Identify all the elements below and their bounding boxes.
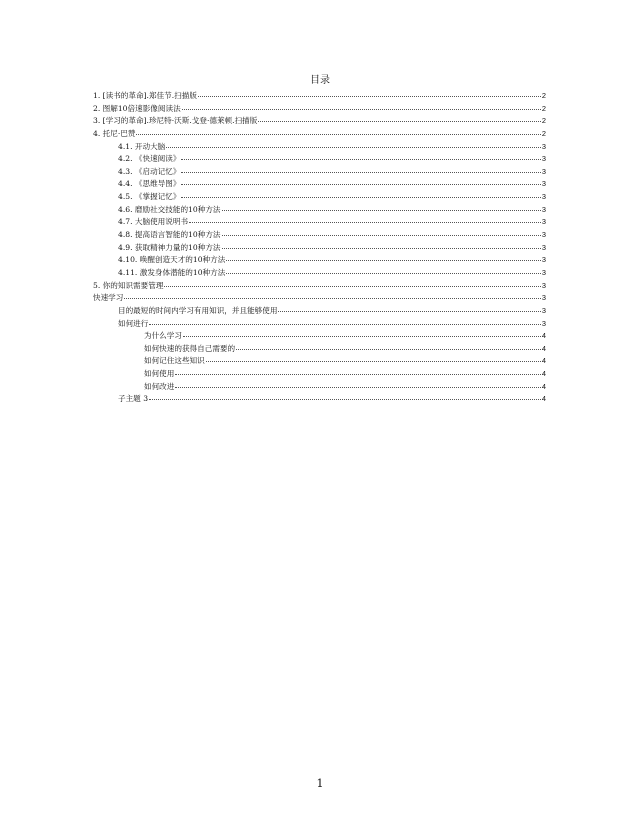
toc-entry-text: 4.1. 开动大脑	[118, 141, 166, 151]
toc-entry[interactable]	[93, 204, 546, 217]
toc-page-number: 3	[541, 230, 546, 240]
page-number: 1	[316, 777, 324, 790]
toc-page-number: 2	[541, 128, 546, 138]
toc-entry-text: 4.2. 《快速阅读》	[118, 154, 181, 164]
dot-leader	[164, 286, 540, 287]
dot-leader	[189, 222, 541, 223]
dot-leader	[166, 147, 541, 148]
toc-entry[interactable]	[93, 292, 546, 305]
toc-entry[interactable]	[93, 368, 546, 381]
toc-entry-text: 4.7. 大脑使用说明书	[118, 217, 189, 227]
toc-entry-text: 4.11. 激发身体潜能的10种方法	[118, 267, 226, 277]
toc-entry[interactable]	[93, 267, 546, 280]
toc-entry-text: 4.10. 唤醒创造天才的10种方法	[118, 255, 226, 265]
toc-entry-text: 4.6. 磨励社交技能的10种方法	[118, 204, 221, 214]
toc-page-number: 3	[541, 267, 546, 277]
toc-entry[interactable]	[93, 115, 546, 128]
toc-page-number: 2	[541, 116, 546, 126]
toc-entry[interactable]	[93, 178, 546, 191]
dot-leader	[175, 387, 541, 388]
dot-leader	[206, 361, 541, 362]
toc-page-number: 3	[541, 293, 546, 303]
toc-entry-text: 4.9. 获取精神力量的10种方法	[118, 242, 221, 252]
toc-entry[interactable]	[93, 355, 546, 368]
toc-entry-text: 快速学习	[93, 293, 124, 303]
toc-page-number: 3	[541, 280, 546, 290]
dot-leader	[175, 374, 541, 375]
toc-entry-text: 1. [读书的革命].郑佳节.扫描版	[93, 91, 197, 100]
toc-entry[interactable]	[93, 103, 546, 116]
dot-leader	[149, 324, 541, 325]
toc-entry-text: 子主题 3	[118, 394, 149, 404]
toc-entry-text: 如何使用	[144, 369, 175, 379]
toc-entry-text: 如何改进	[144, 381, 175, 391]
toc-entry[interactable]	[93, 153, 546, 166]
toc-entry[interactable]	[93, 90, 546, 103]
toc-entry[interactable]	[93, 229, 546, 242]
toc-page-number: 3	[541, 217, 546, 227]
toc-page-number: 4	[541, 343, 546, 353]
toc-entry-text: 5. 你的知识需要管理	[93, 280, 164, 290]
toc-entry-text: 目的最短的时间内学习有用知识，并且能够使用	[118, 305, 278, 315]
toc-page-number: 3	[541, 154, 546, 164]
toc-page-number: 3	[541, 141, 546, 151]
toc-page-number: 3	[541, 204, 546, 214]
toc-entry[interactable]	[93, 381, 546, 394]
toc-entry[interactable]	[93, 330, 546, 343]
toc-page-number: 3	[541, 305, 546, 315]
toc-page-number: 3	[541, 166, 546, 176]
dot-leader	[236, 349, 541, 350]
toc-entry-text: 如何记住这些知识	[144, 356, 205, 366]
toc-page-number: 4	[541, 369, 546, 379]
toc-page-number: 4	[541, 356, 546, 366]
dot-leader	[181, 172, 540, 173]
toc-page-number: 3	[541, 255, 546, 265]
dot-leader	[222, 235, 541, 236]
toc-page-number: 2	[541, 103, 546, 113]
dot-leader	[278, 311, 540, 312]
toc-entry-text: 如何快速的获得自己需要的	[144, 343, 236, 353]
toc-entry[interactable]	[93, 343, 546, 356]
dot-leader	[181, 197, 540, 198]
toc-entry-text: 2. 图解10倍速影像阅读法	[93, 103, 181, 113]
toc-entry-text: 4.4. 《思维导图》	[118, 179, 181, 189]
toc-page-number: 3	[541, 318, 546, 328]
toc-entry[interactable]	[93, 305, 546, 318]
table-of-contents	[93, 90, 546, 406]
dot-leader	[149, 399, 541, 400]
dot-leader	[226, 260, 541, 261]
toc-page-number: 2	[541, 91, 546, 100]
dot-leader	[198, 96, 541, 97]
toc-entry[interactable]	[93, 141, 546, 154]
toc-entry[interactable]	[93, 318, 546, 331]
toc-entry[interactable]	[93, 280, 546, 293]
dot-leader	[181, 159, 540, 160]
toc-title: 目录	[310, 75, 330, 86]
dot-leader	[181, 184, 540, 185]
toc-entry[interactable]	[93, 254, 546, 267]
toc-entry[interactable]	[93, 128, 546, 141]
toc-page-number: 3	[541, 192, 546, 202]
dot-leader	[222, 248, 541, 249]
toc-entry-text: 如何进行	[118, 318, 149, 328]
toc-entry-text: 为什么学习	[144, 331, 182, 341]
toc-page-number: 4	[541, 381, 546, 391]
toc-entry[interactable]	[93, 166, 546, 179]
dot-leader	[222, 210, 541, 211]
toc-page-number: 3	[541, 179, 546, 189]
dot-leader	[136, 134, 540, 135]
toc-entry[interactable]	[93, 191, 546, 204]
toc-entry[interactable]	[93, 393, 546, 406]
toc-entry-text: 4.5. 《掌握记忆》	[118, 192, 181, 202]
toc-entry-text: 3. [学习的革命].珍尼特·沃斯.戈登·德莱顿.扫描版	[93, 116, 258, 126]
dot-leader	[226, 273, 541, 274]
toc-page-number: 4	[541, 331, 546, 341]
toc-entry[interactable]	[93, 216, 546, 229]
toc-entry-text: 4.3. 《启动记忆》	[118, 166, 181, 176]
dot-leader	[124, 298, 541, 299]
toc-entry-text: 4. 托尼·巴赞	[93, 128, 136, 138]
toc-entry-text: 4.8. 提高语言智能的10种方法	[118, 230, 221, 240]
toc-entry[interactable]	[93, 242, 546, 255]
toc-page-number: 4	[541, 394, 546, 404]
dot-leader	[258, 121, 541, 122]
toc-page-number: 3	[541, 242, 546, 252]
dot-leader	[182, 109, 541, 110]
dot-leader	[183, 336, 541, 337]
